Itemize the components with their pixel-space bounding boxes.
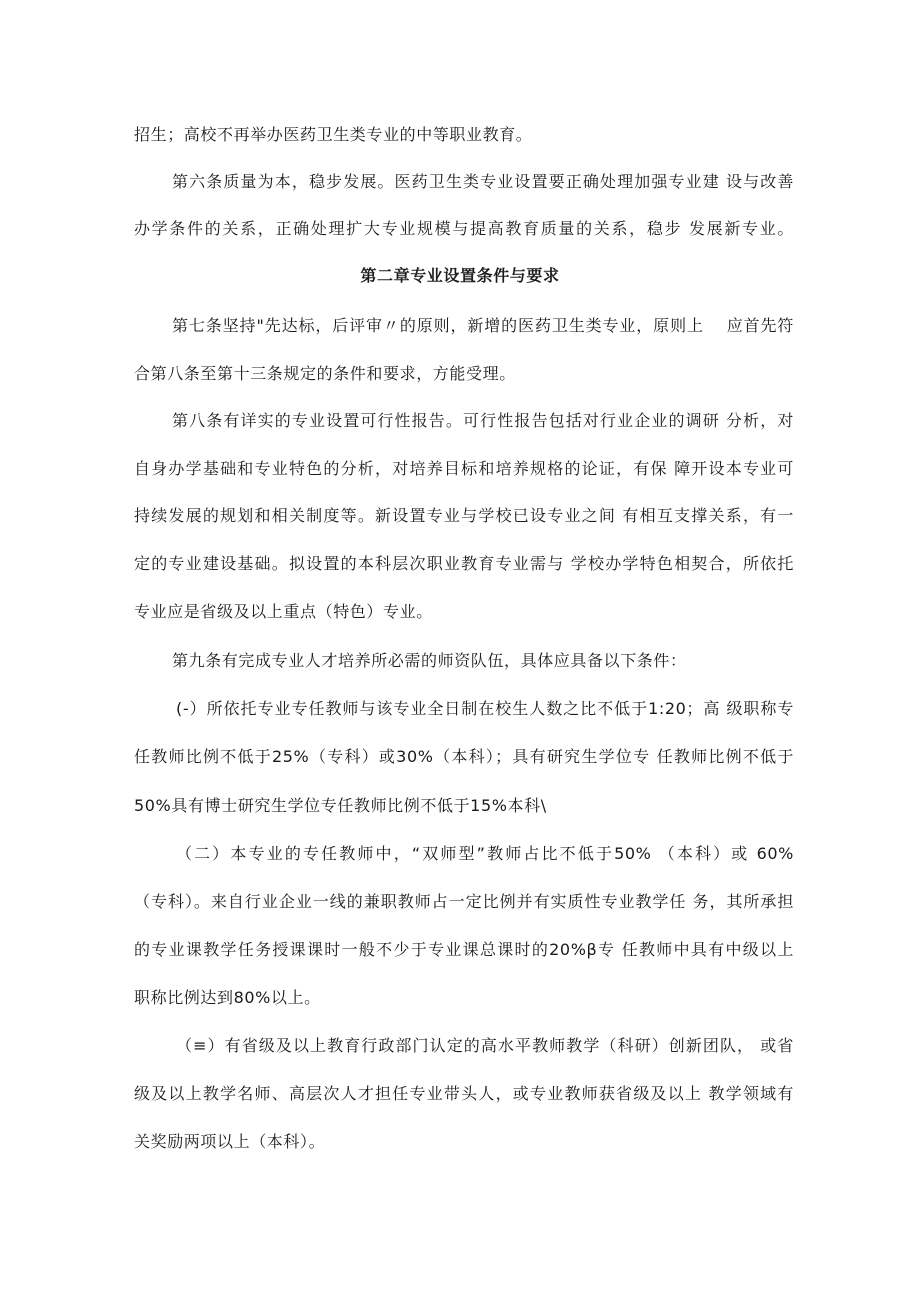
paragraph-line: 关奖励两项以上（本科）。 [134, 1132, 326, 1151]
paragraph-line: 级及以上教学名师、高层次人才担任专业带头人，或专业教师获省级及以上 教学领域有 [134, 1084, 794, 1103]
paragraph-line: (-）所依托专业专任教师与该专业全日制在校生人数之比不低于1:20；高 级职称专 [176, 699, 794, 718]
paragraph-line: 办学条件的关系，正确处理扩大专业规模与提高教育质量的关系，稳步 发展新专业。 [134, 219, 794, 238]
chapter-title: 第二章专业设置条件与要求 [360, 266, 560, 285]
paragraph-line: 第七条坚持"先达标，后评审〃的原则，新增的医药卫生类专业，原则上 应首先符 [172, 316, 794, 335]
paragraph-line: 自身办学基础和专业特色的分析，对培养目标和培养规格的论证，有保 障开设本专业可 [134, 459, 794, 478]
paragraph-line: 定的专业建设基础。拟设置的本科层次职业教育专业需与 学校办学特色相契合，所依托 [134, 554, 794, 573]
paragraph-line: 专业应是省级及以上重点（特色）专业。 [134, 602, 433, 621]
paragraph-line: （≡）有省级及以上教育行政部门认定的高水平教师教学（科研）创新团队， 或省 [176, 1036, 794, 1055]
paragraph-line: 第九条有完成专业人才培养所必需的师资队伍，具体应具备以下条件： [172, 651, 687, 670]
paragraph-line: 任教师比例不低于25%（专科）或30%（本科）；具有研究生学位专 任教师比例不低于 [134, 747, 794, 766]
paragraph-line: 50%具有博士研究生学位专任教师比例不低于15%本科\ [134, 796, 547, 815]
paragraph-line: 的专业课教学任务授课课时一般不少于专业课总课时的20%β专 任教师中具有中级以上 [134, 940, 794, 959]
paragraph-line: 第八条有详实的专业设置可行性报告。可行性报告包括对行业企业的调研 分析，对 [172, 411, 794, 430]
paragraph-line: 职称比例达到80%以上。 [134, 988, 321, 1007]
paragraph-line: 第六条质量为本，稳步发展。医药卫生类专业设置要正确处理加强专业建 设与改善 [172, 172, 794, 191]
paragraph-line: （专科）。来自行业企业一线的兼职教师占一定比例并有实质性专业教学任 务，其所承担 [134, 892, 794, 911]
paragraph-line: （二）本专业的专任教师中，“双师型”教师占比不低于50% （本科）或 60% [176, 844, 794, 863]
paragraph-line: 招生；高校不再举办医药卫生类专业的中等职业教育。 [134, 125, 533, 144]
paragraph-line: 持续发展的规划和相关制度等。新设置专业与学校已设专业之间 有相互支撑关系，有一 [134, 506, 794, 525]
paragraph-line: 合第八条至第十三条规定的条件和要求，方能受理。 [134, 364, 516, 383]
